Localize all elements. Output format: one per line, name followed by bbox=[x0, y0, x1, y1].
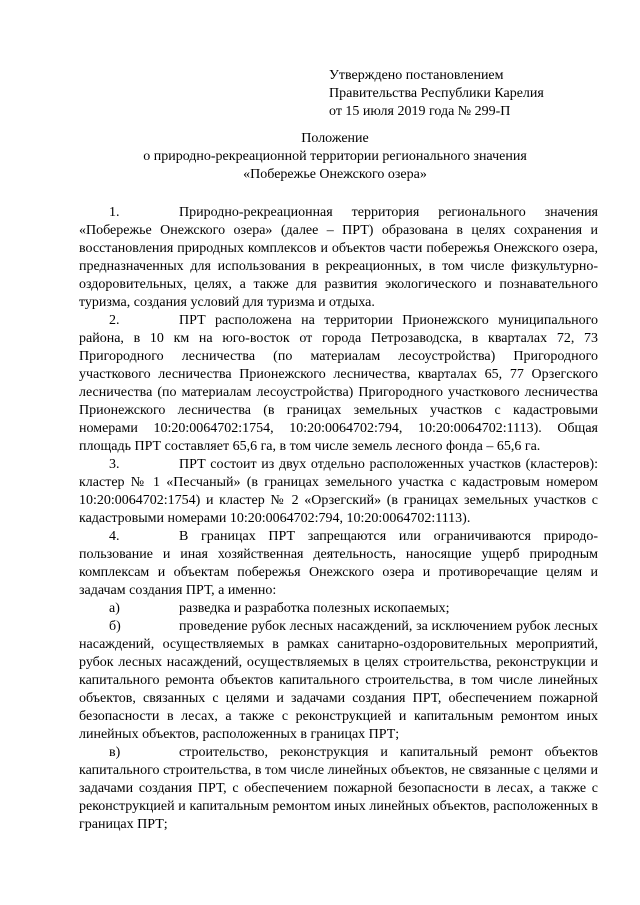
document-body bbox=[79, 204, 598, 834]
subparagraph-letter: а) bbox=[109, 601, 120, 616]
paragraph-number: 2. bbox=[109, 313, 120, 328]
paragraph-text: В границах ПРТ запрещаются или ограничиваются природо-пользование и иная хозяйственная деятельность, наносящие ущерб природным комплексам и объектам побережья Онежского озера и противоречащие целям и задачам создания ПРТ, а именно: bbox=[79, 529, 598, 598]
approval-block bbox=[329, 67, 619, 121]
subparagraph-a bbox=[79, 600, 598, 618]
subparagraph-b bbox=[79, 618, 598, 744]
subparagraph-v bbox=[79, 744, 598, 834]
subparagraph-text: разведка и разработка полезных ископаемых; bbox=[179, 601, 450, 616]
document-title bbox=[60, 130, 610, 184]
approval-line: Утверждено постановлением bbox=[329, 68, 504, 83]
paragraph-number: 4. bbox=[109, 529, 120, 544]
paragraph-text: ПРТ расположена на территории Прионежского муниципального района, в 10 км на юго-восток от города Петрозаводска, в кварталах 72, 73 Пригородного лесничества (по материалам лесоустройства) Пригородного участкового лесничества Прионежского лесничества, кварталах 65, 77 Орзегского лесничества (по материалам лесоустройства) Пригородного участкового лесничества Прионежского лесничества (в границах земельных участков с кадастровыми номерами 10:20:0064702:1754, 10:20:0064702:794, 10:20:0064702:1113). Общая площадь ПРТ составляет 65,6 га, в том числе земель лесного фонда – 65,6 га. bbox=[79, 313, 598, 454]
title-line: «Побережье Онежского озера» bbox=[243, 167, 427, 182]
subparagraph-letter: б) bbox=[109, 619, 121, 634]
approval-line: Правительства Республики Карелия bbox=[329, 86, 544, 101]
title-line: Положение bbox=[301, 131, 369, 146]
paragraph-number: 3. bbox=[109, 457, 120, 472]
title-line: о природно-рекреационной территории регионального значения bbox=[143, 149, 527, 164]
paragraph-1 bbox=[79, 204, 598, 312]
approval-line: от 15 июля 2019 года № 299-П bbox=[329, 104, 511, 119]
subparagraph-letter: в) bbox=[109, 745, 121, 760]
paragraph-3 bbox=[79, 456, 598, 528]
paragraph-text: Природно-рекреационная территория регионального значения «Побережье Онежского озера» (далее – ПРТ) образована в целях сохранения и восстановления природных комплексов и объектов части побережья Онежского озера, предназначенных для использования в рекреационных, в том числе физкультурно-оздоровительных, целях, а также для развития экологического и познавательного туризма, создания условий для туризма и отдыха. bbox=[79, 205, 598, 310]
paragraph-number: 1. bbox=[109, 205, 120, 220]
subparagraph-text: проведение рубок лесных насаждений, за исключением рубок лесных насаждений, осуществляемых в рамках санитарно-оздоровительных мероприятий, рубок лесных насаждений, осуществляемых в целях строительства, реконструкции и капитального ремонта объектов капитального строительства, в том числе линейных объектов, связанных с целями и задачами создания ПРТ, обеспечением пожарной безопасности в лесах, а также с реконструкцией и капитальным ремонтом иных линейных объектов, расположенных в границах ПРТ; bbox=[79, 619, 598, 742]
subparagraph-text: строительство, реконструкция и капитальный ремонт объектов капитального строительства, в том числе линейных объектов, не связанные с целями и задачами создания ПРТ, с обеспечением пожарной безопасности в лесах, а также с реконструкцией и капитальным ремонтом иных линейных объектов, расположенных в границах ПРТ; bbox=[79, 745, 598, 832]
paragraph-2 bbox=[79, 312, 598, 456]
paragraph-4 bbox=[79, 528, 598, 600]
paragraph-text: ПРТ состоит из двух отдельно расположенных участков (кластеров): кластер № 1 «Песчаный» (в границах земельного участка с кадастровым номером 10:20:0064702:1754) и кластер № 2 «Орзегский» (в границах земельных участков с кадастровыми номерами 10:20:0064702:794, 10:20:0064702:1113). bbox=[79, 457, 598, 526]
